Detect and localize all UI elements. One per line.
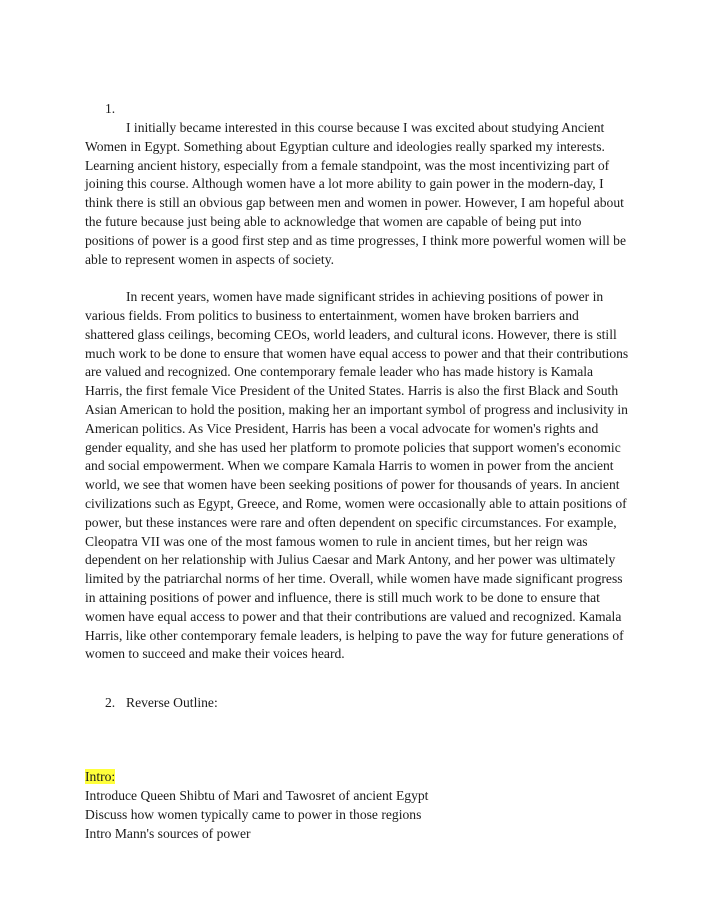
outline-line: Introduce Queen Shibtu of Mari and Tawosret of ancient Egypt [85,788,429,803]
paragraph-women-in-power: In recent years, women have made significant strides in achieving positions of power in various fields. From politics to business to entertainment, women have broken barriers and shattered glass ceilings, becoming CEOs, world leaders, and cultural icons. However, there is still much work to be done to ensure that women have equal access to power and that their contributions are valued and recognized. One contemporary female leader who has made history is Kamala Harris, the first female Vice President of the United States. Harris is also the first Black and South Asian American to hold the position, making her an important symbol of progress and inclusivity in American politics. As Vice President, Harris has been a vocal advocate for women's rights and gender equality, and she has used her platform to promote policies that support women's economic and social empowerment. When we compare Kamala Harris to women in power from the ancient world, we see that women have been seeking positions of power for thousands of years. In ancient civilizations such as Egypt, Greece, and Rome, women were occasionally able to attain positions of power, but these instances were rare and often dependent on specific circumstances. For example, Cleopatra VII was one of the most famous women to rule in ancient times, but her reign was dependent on her relationship with Julius Caesar and Mark Antony, and her power was ultimately limited by the patriarchal norms of her time. Overall, while women have made significant progress in attaining positions of power and influence, there is still much work to be done to ensure that women have equal access to power and that their contributions are valued and recognized. Kamala Harris, like other contemporary female leaders, is helping to pave the way for future generations of women to succeed and make their voices heard. [85,289,629,662]
list-number-2: 2. [105,695,116,710]
outline-line: Intro Mann's sources of power [85,826,251,841]
reverse-outline-label: Reverse Outline: [126,695,218,710]
paragraph-spacer [85,269,630,288]
outline-heading-line [85,767,428,786]
list-number-1: 1. [105,101,116,116]
intro-heading-highlighted: Intro: [85,769,116,784]
paragraph-interest: I initially became interested in this course because I was excited about studying Ancient Women in Egypt. Something about Egyptian culture and ideologies really sparked my interests. Learning ancient history, especially from a female standpoint, was the most incentivizing part of joining this course. Although women have a lot more ability to gain power in the modern-day, I think there is still an obvious gap between men and women in power. However, I am hopeful about the future because just being able to acknowledge that women are capable of being put into positions of power is a good first step and as time progresses, I think more powerful women will be able to represent women in aspects of society. [85,120,627,267]
essay-body [85,119,630,664]
reverse-outline [85,767,428,843]
outline-line: Discuss how women typically came to power in those regions [85,807,422,822]
